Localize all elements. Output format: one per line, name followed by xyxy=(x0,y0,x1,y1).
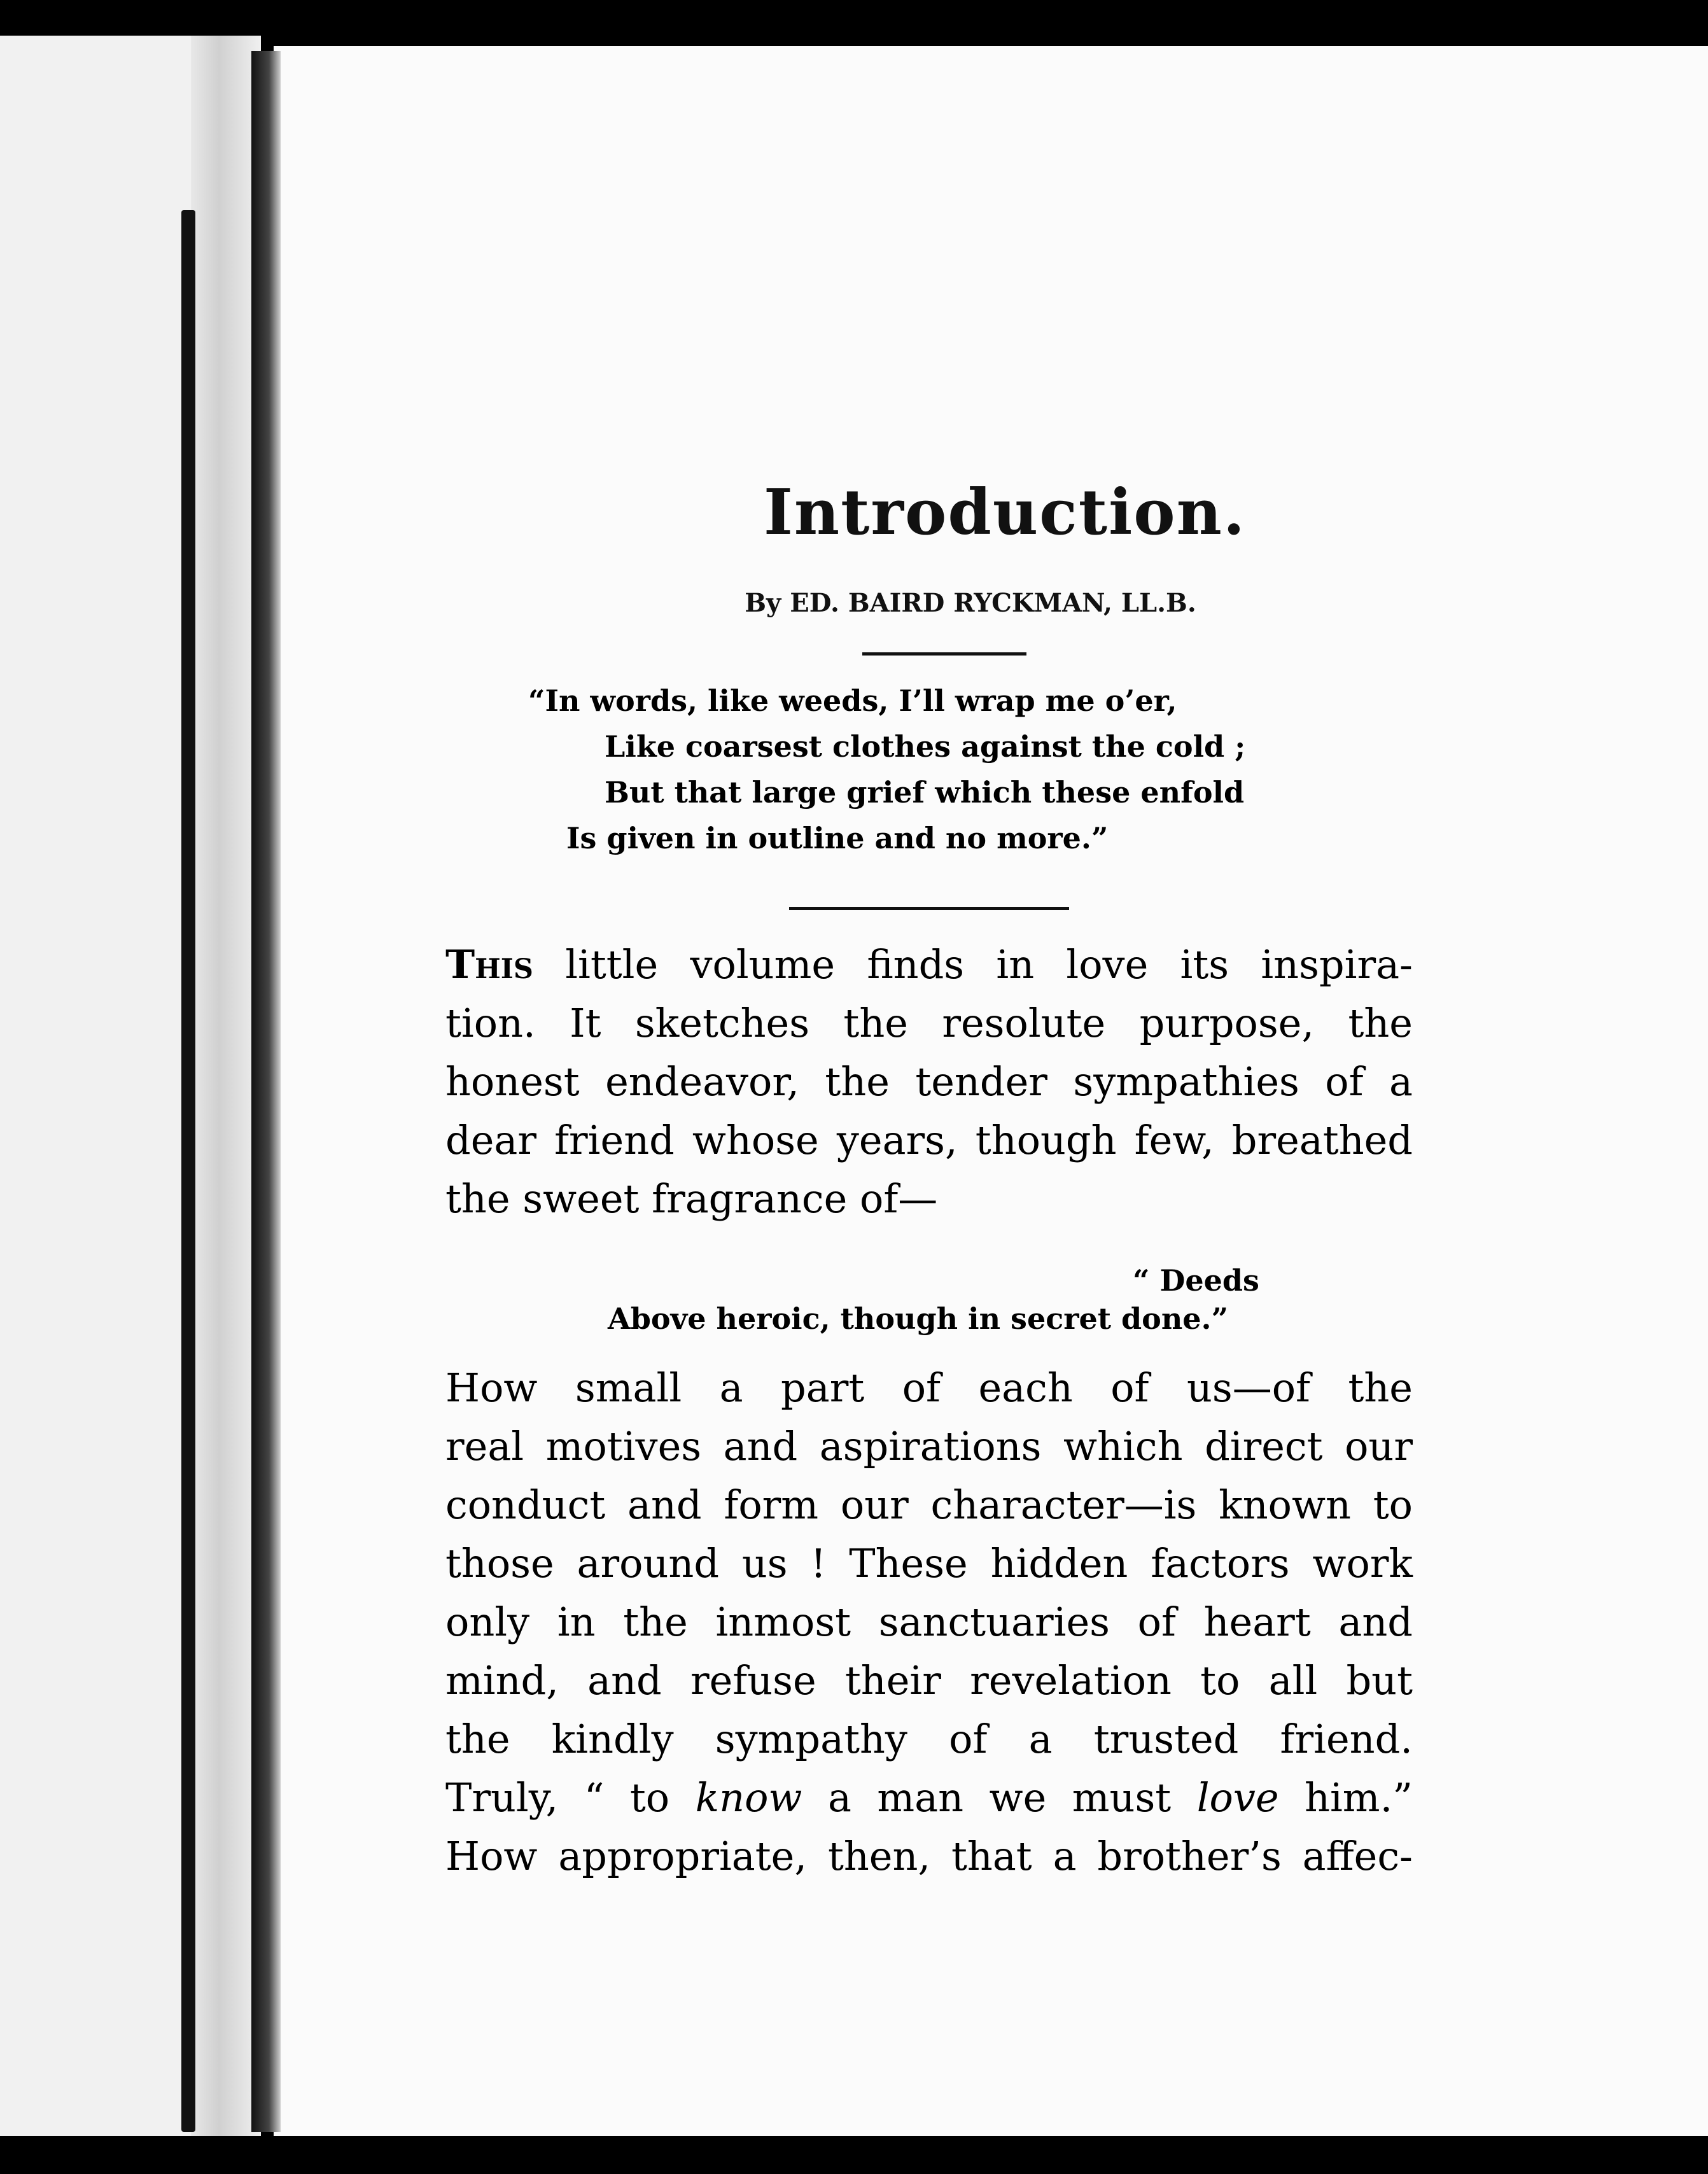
binding-line xyxy=(181,210,195,2132)
divider-rule xyxy=(862,652,1026,656)
epigraph-line: Like coarsest clothes against the cold ; xyxy=(605,729,1246,764)
epigraph-line: Is given in outline and no more.” xyxy=(566,821,1109,855)
paragraph-line: real motives and aspirations which direct our xyxy=(445,1423,1413,1469)
paragraph-line: How appropriate, then, that a brother’s affec- xyxy=(445,1833,1413,1879)
paragraph-line: the sweet fragrance of— xyxy=(445,1175,938,1222)
epigraph-line: “In words, like weeds, I’ll wrap me o’er, xyxy=(528,684,1177,718)
paragraph-line: only in the inmost sanctuaries of heart and xyxy=(445,1599,1413,1645)
paragraph-line: those around us ! These hidden factors work xyxy=(445,1540,1413,1587)
paragraph-line: This little volume finds in love its inspira- xyxy=(445,941,1413,988)
byline: By ED. BAIRD RYCKMAN, LL.B. xyxy=(745,588,1196,618)
paragraph-line: conduct and form our character—is known to xyxy=(445,1482,1413,1528)
spine-shadow xyxy=(251,51,281,2132)
epigraph-line: But that large grief which these enfold xyxy=(605,775,1245,810)
scan-top-border xyxy=(0,0,1708,36)
paragraph-line: dear friend whose years, though few, breathed xyxy=(445,1117,1413,1163)
paragraph-line: the kindly sympathy of a trusted friend. xyxy=(445,1716,1413,1762)
paragraph-line: Truly, “ to know a man we must love him.” xyxy=(445,1774,1413,1821)
scan-bottom-border xyxy=(0,2136,1708,2174)
page-title: Introduction. xyxy=(764,476,1247,549)
paragraph-line: honest endeavor, the tender sympathies of a xyxy=(445,1058,1413,1105)
quote-line: “ Deeds xyxy=(1133,1263,1259,1298)
divider-rule xyxy=(789,907,1069,910)
gutter xyxy=(191,36,261,2136)
quote-line: Above heroic, though in secret done.” xyxy=(608,1301,1229,1336)
paragraph-line: How small a part of each of us—of the xyxy=(445,1364,1413,1411)
paragraph-line: mind, and refuse their revelation to all but xyxy=(445,1657,1413,1704)
paragraph-line: tion. It sketches the resolute purpose, the xyxy=(445,1000,1413,1046)
lead-word: This xyxy=(445,941,533,988)
